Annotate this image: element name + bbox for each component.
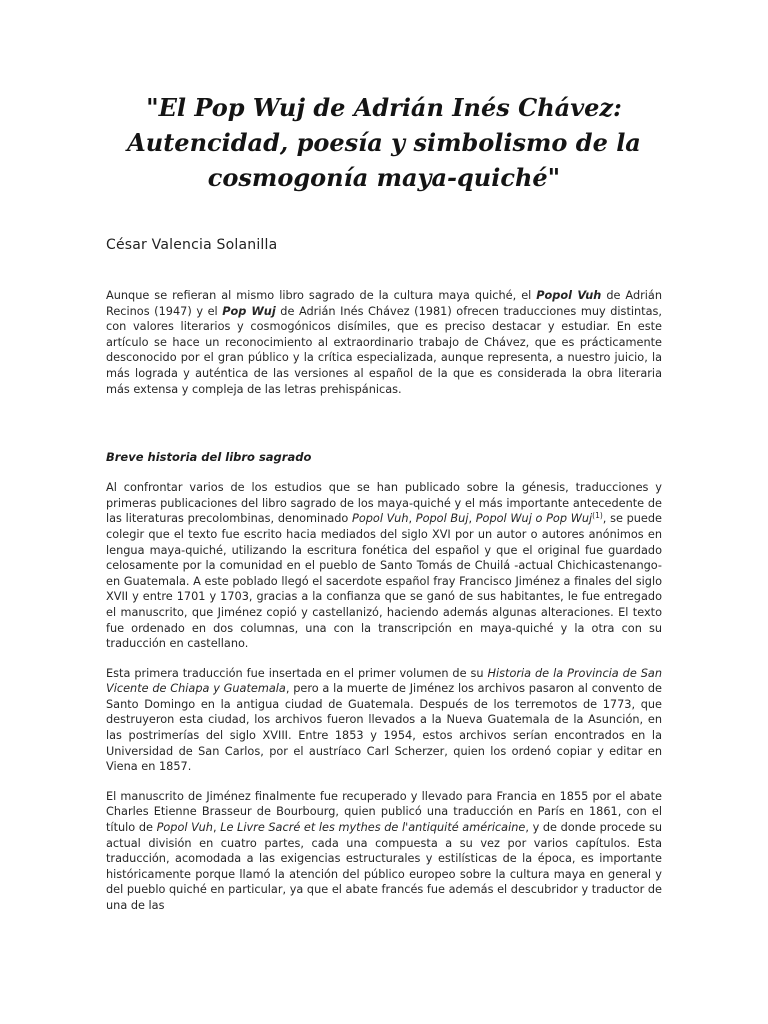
intro-bold-popol-vuh: Popol Vuh xyxy=(536,289,602,302)
body-paragraph-3 xyxy=(106,789,662,914)
intro-text-1: Aunque se refieran al mismo libro sagrado de la cultura maya quiché, el xyxy=(106,289,537,302)
author-name: César Valencia Solanilla xyxy=(106,237,278,253)
p1-italic-1: Popol Vuh xyxy=(352,512,409,526)
p3-text-1: El manuscrito de Jiménez finalmente fue recuperado y llevado para Francia en 1855 por el abate Charles Etienne Brasseur de Bourbourg, quien publicó una traducción en París en 1861, con el título de xyxy=(106,789,662,835)
p1-text-3: , xyxy=(468,512,476,526)
p1-text-4: , se puede colegir que el texto fue escrito hacia mediados del siglo XVI por un autor o autores anónimos en lengua maya-quiché, utilizando la escritura fonética del español y que el original fue guardado celosamente por la comunidad en el pueblo de Santo Tomás de Chuilá -actual Chichicastenango- en Guatemala. A este poblado llegó el sacerdote español fray Francisco Jiménez a finales del siglo XVII y entre 1701 y 1703, gracias a la confianza que se ganó de sus habitantes, le fue entregado el manuscrito, que Jiménez copió y castellanizó, haciendo además algunas alteraciones. El texto fue ordenado en dos columnas, una con la transcripción en maya-quiché y la otra con su traducción en castellano. xyxy=(106,512,662,651)
p3-text-3: , y de donde procede su actual división en cuatro partes, cada una compuesta a su vez por varios capítulos. Esta traducción, acomodada a las exigencias estructurales y estilísticas de la época, es importante históricamente porque llamó la atención del público europeo sobre la cultura maya en general y del pueblo quiché en particular, ya que el abate francés fue además el descubridor y traductor de una de las xyxy=(106,821,663,912)
p2-italic-1: Historia de la Provincia de San Vicente de Chiapa y Guatemala xyxy=(106,666,662,696)
title-line-1: "El Pop Wuj de Adrián Inés Chávez: xyxy=(146,93,622,122)
body-paragraph-1 xyxy=(106,480,662,652)
title-line-3: cosmogonía maya-quiché" xyxy=(207,163,561,192)
p1-text-2: , xyxy=(408,512,416,526)
title-line-2: Autencidad, poesía y simbolismo de la xyxy=(127,128,641,157)
footnote-ref: (1) xyxy=(592,511,603,521)
intro-bold-pop-wuj: Pop Wuj xyxy=(222,304,276,318)
p1-italic-3: Popol Wuj o Pop Wuj xyxy=(475,512,593,526)
intro-text-3: de Adrián Inés Chávez (1981) ofrecen traducciones muy distintas, con valores literarios y cosmogónicos disímiles, que es preciso destacar y estudiar. En este artículo se hace un reconocimiento al extraordinario trabajo de Chávez, que es prácticamente desconocido por el gran público y la crítica especializada, aunque representa, a nuestro juicio, la más lograda y auténtica de las versiones al español de la que es considerada la obra literaria más extensa y compleja de las letras prehispánicas. xyxy=(106,304,662,396)
section-heading: Breve historia del libro sagrado xyxy=(106,450,312,465)
p3-italic-1: Popol Vuh xyxy=(156,821,213,835)
p1-text-1: Al confrontar varios de los estudios que se han publicado sobre la génesis, traducciones y primeras publicaciones del libro sagrado de los maya-quiché y el más importante antecedente de las literaturas precolombinas, denominado xyxy=(106,481,662,526)
p2-text-1: Esta primera traducción fue insertada en el primer volumen de su xyxy=(106,666,488,680)
document-page xyxy=(106,90,662,914)
p1-italic-2: Popol Buj xyxy=(415,512,469,526)
document-title xyxy=(100,90,668,195)
p2-text-2: , pero a la muerte de Jiménez los archivos pasaron al convento de Santo Domingo en la antigua ciudad de Guatemala. Después de los terremotos de 1773, que destruyeron esta ciudad, los archivos fueron llevados a la Nueva Guatemala de la Asunción, en las postrimerías del siglo XVIII. Entre 1853 y 1954, estos archivos serían encontrados en la Universidad de San Carlos, por el austríaco Carl Scherzer, quien los ordenó copiar y editar en Viena en 1857. xyxy=(106,682,662,774)
intro-paragraph xyxy=(106,288,662,397)
body-paragraph-2 xyxy=(106,666,662,775)
p3-italic-2: Le Livre Sacré et les mythes de l'antiquité américaine xyxy=(220,821,526,835)
intro-text-2: de Adrián Recinos (1947) y el xyxy=(106,289,663,318)
p3-text-2: , xyxy=(212,821,221,835)
